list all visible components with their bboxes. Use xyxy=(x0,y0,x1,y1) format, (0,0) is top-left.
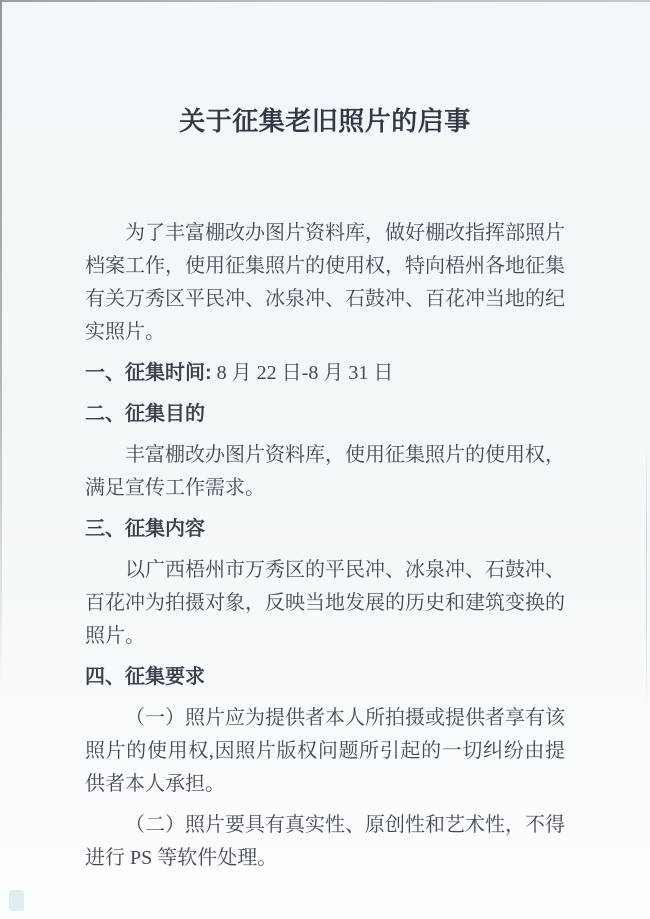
collection-date-range: 8 月 22 日-8 月 31 日 xyxy=(211,362,394,384)
section-heading-collection-purpose: 二、征集目的 xyxy=(85,403,205,425)
document-body xyxy=(0,102,650,875)
scan-edge-top xyxy=(0,0,650,2)
requirement-item-1: （一）照片应为提供者本人所拍摄或提供者享有该照片的使用权,因照片版权问题所引起的一切纠纷由提供者本人承担。 xyxy=(85,707,565,795)
section-heading-label: 一、征集时间: xyxy=(85,362,212,384)
document-title: 关于征集老旧照片的启事 xyxy=(179,107,471,136)
collection-purpose-paragraph: 丰富棚改办图片资料库，使用征集照片的使用权，满足宣传工作需求。 xyxy=(85,444,565,499)
requirement-item-2: （二）照片要具有真实性、原创性和艺术性，不得进行 PS 等软件处理。 xyxy=(85,814,565,869)
scan-edge-left xyxy=(0,0,2,690)
section-heading-collection-time xyxy=(85,357,565,390)
section-heading-collection-requirements: 四、征集要求 xyxy=(85,666,205,688)
section-heading-collection-content: 三、征集内容 xyxy=(85,518,205,540)
scan-smudge-mark xyxy=(9,890,24,911)
scan-fold-line xyxy=(646,440,647,710)
intro-paragraph: 为了丰富棚改办图片资料库，做好棚改指挥部照片档案工作，使用征集照片的使用权，特向梧州各地征集有关万秀区平民冲、冰泉冲、石鼓冲、百花冲当地的纪实照片。 xyxy=(85,222,565,343)
collection-content-paragraph: 以广西梧州市万秀区的平民冲、冰泉冲、石鼓冲、百花冲为拍摄对象，反映当地发展的历史和建筑变换的照片。 xyxy=(85,559,565,647)
